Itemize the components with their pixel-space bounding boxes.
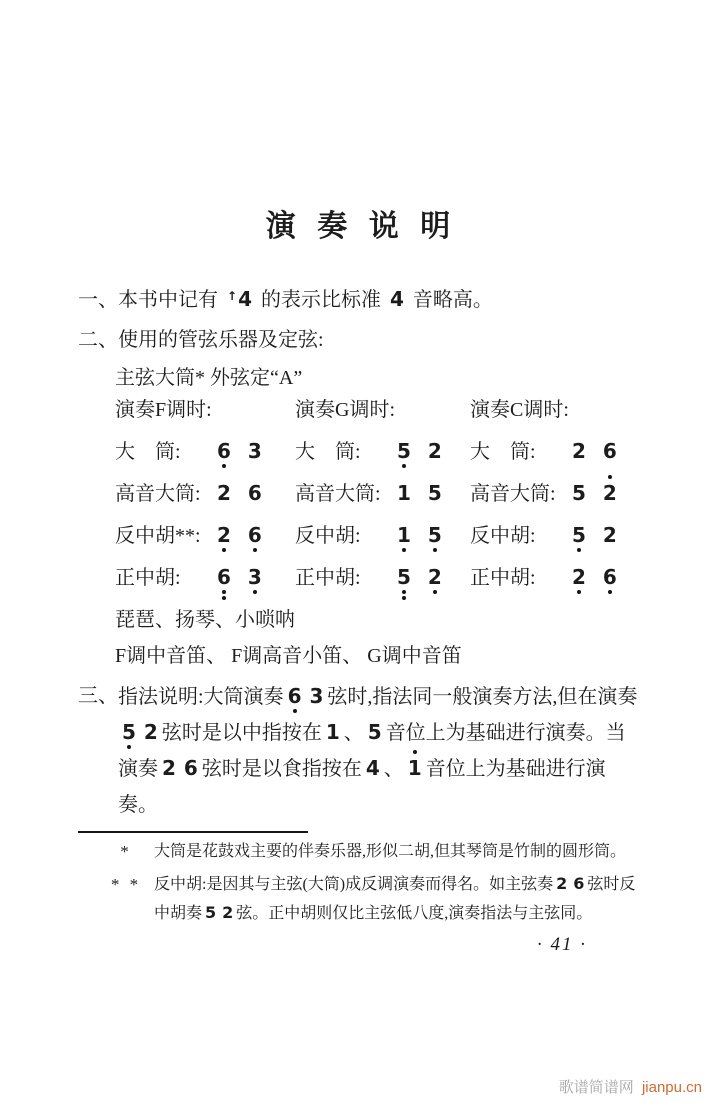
instruction-item-1 — [78, 283, 645, 317]
item-2-marker: 二、 — [78, 329, 118, 351]
jianpu-note: 2 — [572, 439, 586, 463]
item-3-marker: 三、 — [78, 685, 118, 707]
jianpu-note: 2 — [217, 481, 231, 505]
page-number: · 41 · — [537, 934, 587, 955]
instrument-list-line-2: F调中音笛、 F调高音小笛、 G调中音笛 — [115, 645, 462, 667]
jianpu-note: 6 — [573, 874, 585, 893]
main-string-tuning-line: 主弦大筒* 外弦定“A” — [115, 367, 303, 389]
tuning-column — [115, 395, 295, 593]
jianpu-note: 5 — [122, 722, 136, 742]
tuning-notes — [217, 437, 279, 467]
footnote-2 — [78, 870, 645, 928]
instrument-label: 高音大筒: — [115, 483, 201, 505]
footnote-1-text: 大筒是花鼓戏主要的伴奏乐器,形似二胡,但其琴筒是竹制的圆形筒。 — [154, 843, 627, 860]
instrument-label: 正中胡: — [115, 567, 181, 589]
tuning-notes — [397, 563, 459, 593]
footnote-1-marker: * — [120, 842, 132, 861]
instrument-label: 大 筒: — [470, 441, 536, 463]
tuning-row — [115, 437, 295, 467]
jianpu-note: 3 — [309, 684, 324, 708]
tuning-row — [115, 521, 295, 551]
jianpu-note: 2 — [428, 567, 442, 587]
instrument-label: 大 筒: — [115, 441, 181, 463]
jianpu-note: 1 — [397, 481, 411, 505]
instrument-label: 大 筒: — [295, 441, 361, 463]
item-1-marker: 一、 — [78, 289, 118, 311]
tuning-row — [295, 479, 470, 509]
tuning-notes — [397, 521, 459, 551]
jianpu-note: 6 — [217, 441, 231, 461]
tuning-row — [470, 521, 645, 551]
jianpu-note: 6 — [183, 756, 198, 780]
jianpu-note: 3 — [248, 567, 262, 587]
jianpu-note: 3 — [247, 439, 262, 463]
jianpu-note: ↑4 — [227, 287, 252, 311]
instrument-label: 高音大筒: — [470, 483, 556, 505]
item-3-text: 指法说明:大筒演奏 6 3 弦时,指法同一般演奏方法,但在演奏5 2 弦时是以中指按在 1 、 5 音位上为基础进行演奏。当演奏 2 6 弦时是以食指按在 4 、 1 音位上为基础进行演奏。 — [118, 684, 638, 816]
jianpu-note: 6 — [247, 481, 262, 505]
footnote-2-text: 反中胡:是因其与主弦(大筒)成反调演奏而得名。如主弦奏 2 6 弦时反中胡奏 5 2 弦。正中胡则仅比主弦低八度,演奏指法与主弦同。 — [154, 874, 636, 922]
jianpu-note: 2 — [427, 439, 442, 463]
footnote-separator — [78, 831, 308, 833]
tuning-column-header: 演奏C调时: — [470, 399, 569, 421]
item-2-heading: 使用的管弦乐器及定弦: — [118, 329, 324, 351]
watermark-site-url: jianpu.cn — [641, 1079, 702, 1096]
jianpu-note: 2 — [603, 483, 617, 503]
jianpu-note: 6 — [288, 686, 302, 706]
tuning-row — [295, 563, 470, 593]
tuning-row — [470, 437, 645, 467]
jianpu-note: 5 — [397, 567, 411, 587]
tuning-column-header: 演奏F调时: — [115, 399, 212, 421]
jianpu-note: 1 — [325, 720, 340, 744]
item-1-text: 本书中记有 ↑4 的表示比标准 4 音略高。 — [118, 287, 493, 311]
up-arrow-icon: ↑ — [227, 289, 238, 303]
jianpu-note: 5 — [205, 903, 217, 922]
jianpu-note: 5 — [427, 481, 442, 505]
watermark — [559, 1076, 702, 1097]
jianpu-note: 5 — [572, 525, 586, 545]
jianpu-note: 1 — [408, 758, 422, 778]
jianpu-note: 2 — [556, 874, 568, 893]
tuning-notes — [397, 479, 459, 509]
tuning-row — [295, 437, 470, 467]
tuning-row — [115, 563, 295, 593]
tuning-row — [295, 521, 470, 551]
jianpu-note: 2 — [217, 525, 231, 545]
footnote-1 — [78, 837, 645, 866]
tuning-notes — [217, 521, 279, 551]
tuning-column-header: 演奏G调时: — [295, 399, 395, 421]
tuning-notes — [572, 479, 634, 509]
footnote-2-marker: * * — [110, 875, 142, 894]
tuning-row — [115, 479, 295, 509]
tuning-notes — [572, 563, 634, 593]
jianpu-note: 2 — [143, 720, 158, 744]
jianpu-note: 6 — [602, 439, 617, 463]
jianpu-note: 1 — [397, 525, 411, 545]
jianpu-note: 2 — [602, 523, 617, 547]
instrument-label: 反中胡: — [295, 525, 361, 547]
tuning-row — [470, 479, 645, 509]
jianpu-note: 6 — [217, 567, 231, 587]
tuning-notes — [217, 563, 279, 593]
tuning-table — [115, 395, 645, 593]
tuning-column — [470, 395, 645, 593]
jianpu-note: 5 — [397, 441, 411, 461]
jianpu-note: 4 — [389, 287, 404, 311]
jianpu-note: 2 — [572, 567, 586, 587]
watermark-site-name: 歌谱简谱网 — [558, 1079, 634, 1096]
jianpu-note: 5 — [572, 481, 586, 505]
instrument-label: 反中胡: — [470, 525, 536, 547]
tuning-row — [470, 563, 645, 593]
instrument-label: 高音大筒: — [295, 483, 381, 505]
page-title: 演 奏 说 明 — [265, 210, 458, 243]
jianpu-note: 4 — [365, 756, 380, 780]
jianpu-note: 5 — [367, 720, 382, 744]
instrument-label: 反中胡**: — [115, 525, 201, 547]
jianpu-note: 6 — [603, 567, 617, 587]
instrument-list-line-1: 琵琶、扬琴、小唢呐 — [115, 609, 295, 631]
jianpu-note: 2 — [162, 756, 176, 780]
tuning-notes — [217, 479, 279, 509]
instrument-label: 正中胡: — [470, 567, 536, 589]
tuning-column — [295, 395, 470, 593]
tuning-notes — [397, 437, 459, 467]
jianpu-note: 5 — [428, 525, 442, 545]
tuning-notes — [572, 437, 634, 467]
instruction-item-3 — [78, 679, 645, 823]
instrument-label: 正中胡: — [295, 567, 361, 589]
jianpu-note: 2 — [222, 903, 234, 922]
instruction-item-2 — [78, 323, 645, 357]
tuning-notes — [572, 521, 634, 551]
jianpu-note: 6 — [248, 525, 262, 545]
